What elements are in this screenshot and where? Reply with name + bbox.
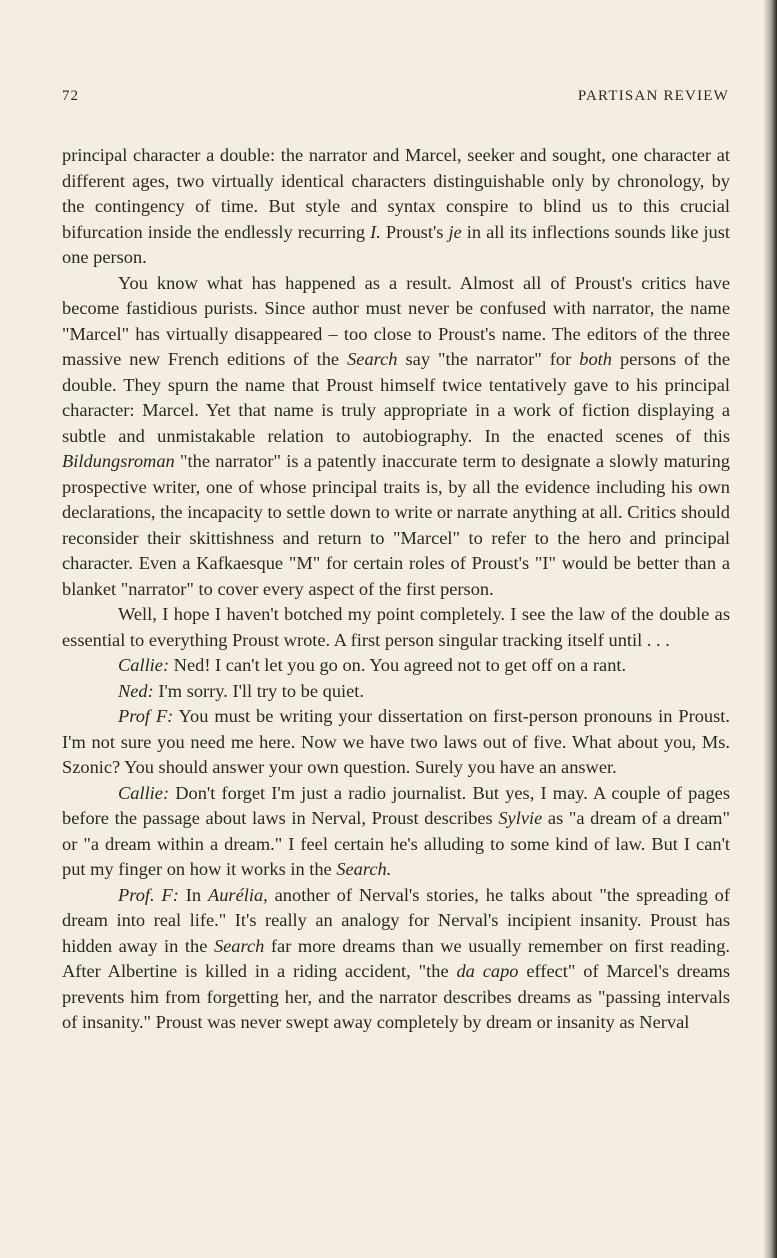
page-number: 72: [62, 88, 79, 104]
dialogue-line: Ned: I'm sorry. I'll try to be quiet.: [118, 680, 364, 701]
running-head: PARTISAN REVIEW: [577, 88, 729, 104]
dialogue-line: Prof F: You must be writing your dissertation on first-person pronouns in Proust. I'm not sure you need me here. Now we have two laws out of five. What about you, Ms. Szonic? You should answer your own question. Surely you have an answer.: [62, 706, 730, 777]
page-header: [62, 88, 729, 112]
speaker-name: Ned:: [118, 680, 154, 701]
speaker-name: Callie:: [118, 782, 170, 803]
speaker-name: Prof F:: [118, 706, 174, 726]
body-text: [62, 143, 730, 1036]
dialogue-line: Prof. F: In Aurélia, another of Nerval's stories, he talks about "the spreading of dream into real life." It's really an analogy for Nerval's incipient insanity. Proust has hidden away in the Search far more dreams than we usually remember on first reading. After Albertine is killed in a riding accident, "the da capo effect" of Marcel's dreams prevents him from forgetting her, and the narrator describes dreams as "passing intervals of insanity." Proust was never swept away completely by dream or insanity as Nerval: [62, 884, 730, 1032]
page-binding-shadow: [763, 0, 777, 1258]
dialogue-line: Callie: Ned! I can't let you go on. You agreed not to get off on a rant.: [118, 655, 627, 675]
paragraph-continuation: principal character a double: the narrator and Marcel, seeker and sought, one character at different ages, two virtually identical characters distinguishable only by chronology, by the contingency of time. But style and syntax conspire to blind us to this crucial bifurcation inside the endlessly recurring I. Proust's je in all its inflections sounds like just one person.: [62, 145, 731, 267]
speaker-name: Prof. F:: [118, 884, 179, 905]
speaker-name: Callie:: [118, 655, 170, 675]
dialogue-line: Callie: Don't forget I'm just a radio journalist. But yes, I may. A couple of pages before the passage about laws in Nerval, Proust describes Sylvie as "a dream of a dream" or "a dream within a dream." I feel certain he's alluding to some kind of law. But I can't put my finger on how it works in the Search.: [62, 782, 730, 879]
paragraph: You know what has happened as a result. Almost all of Proust's critics have become fastidious purists. Since author must never be confused with narrator, the name "Marcel" has virtually disappeared – too close to Proust's name. The editors of the three massive new French editions of the Search say "the narrator" for both persons of the double. They spurn the name that Proust himself twice tentatively gave to his principal character: Marcel. Yet that name is truly appropriate in a work of fiction displaying a subtle and unmistakable relation to autobiography. In the enacted scenes of this Bildungsroman "the narrator" is a patently inaccurate term to designate a slowly maturing prospective writer, one of whose principal traits is, by all the evidence including his own declarations, the incapacity to settle down to write or narrate anything at all. Critics should reconsider their skittishness and return to "Marcel" to refer to the hero and principal character. Even a Kafkaesque "M" for certain roles of Proust's "I" would be better than a blanket "narrator" to cover every aspect of the first person.: [62, 272, 730, 599]
paragraph: Well, I hope I haven't botched my point completely. I see the law of the double as essential to everything Proust wrote. A first person singular tracking itself until . . .: [62, 604, 730, 650]
